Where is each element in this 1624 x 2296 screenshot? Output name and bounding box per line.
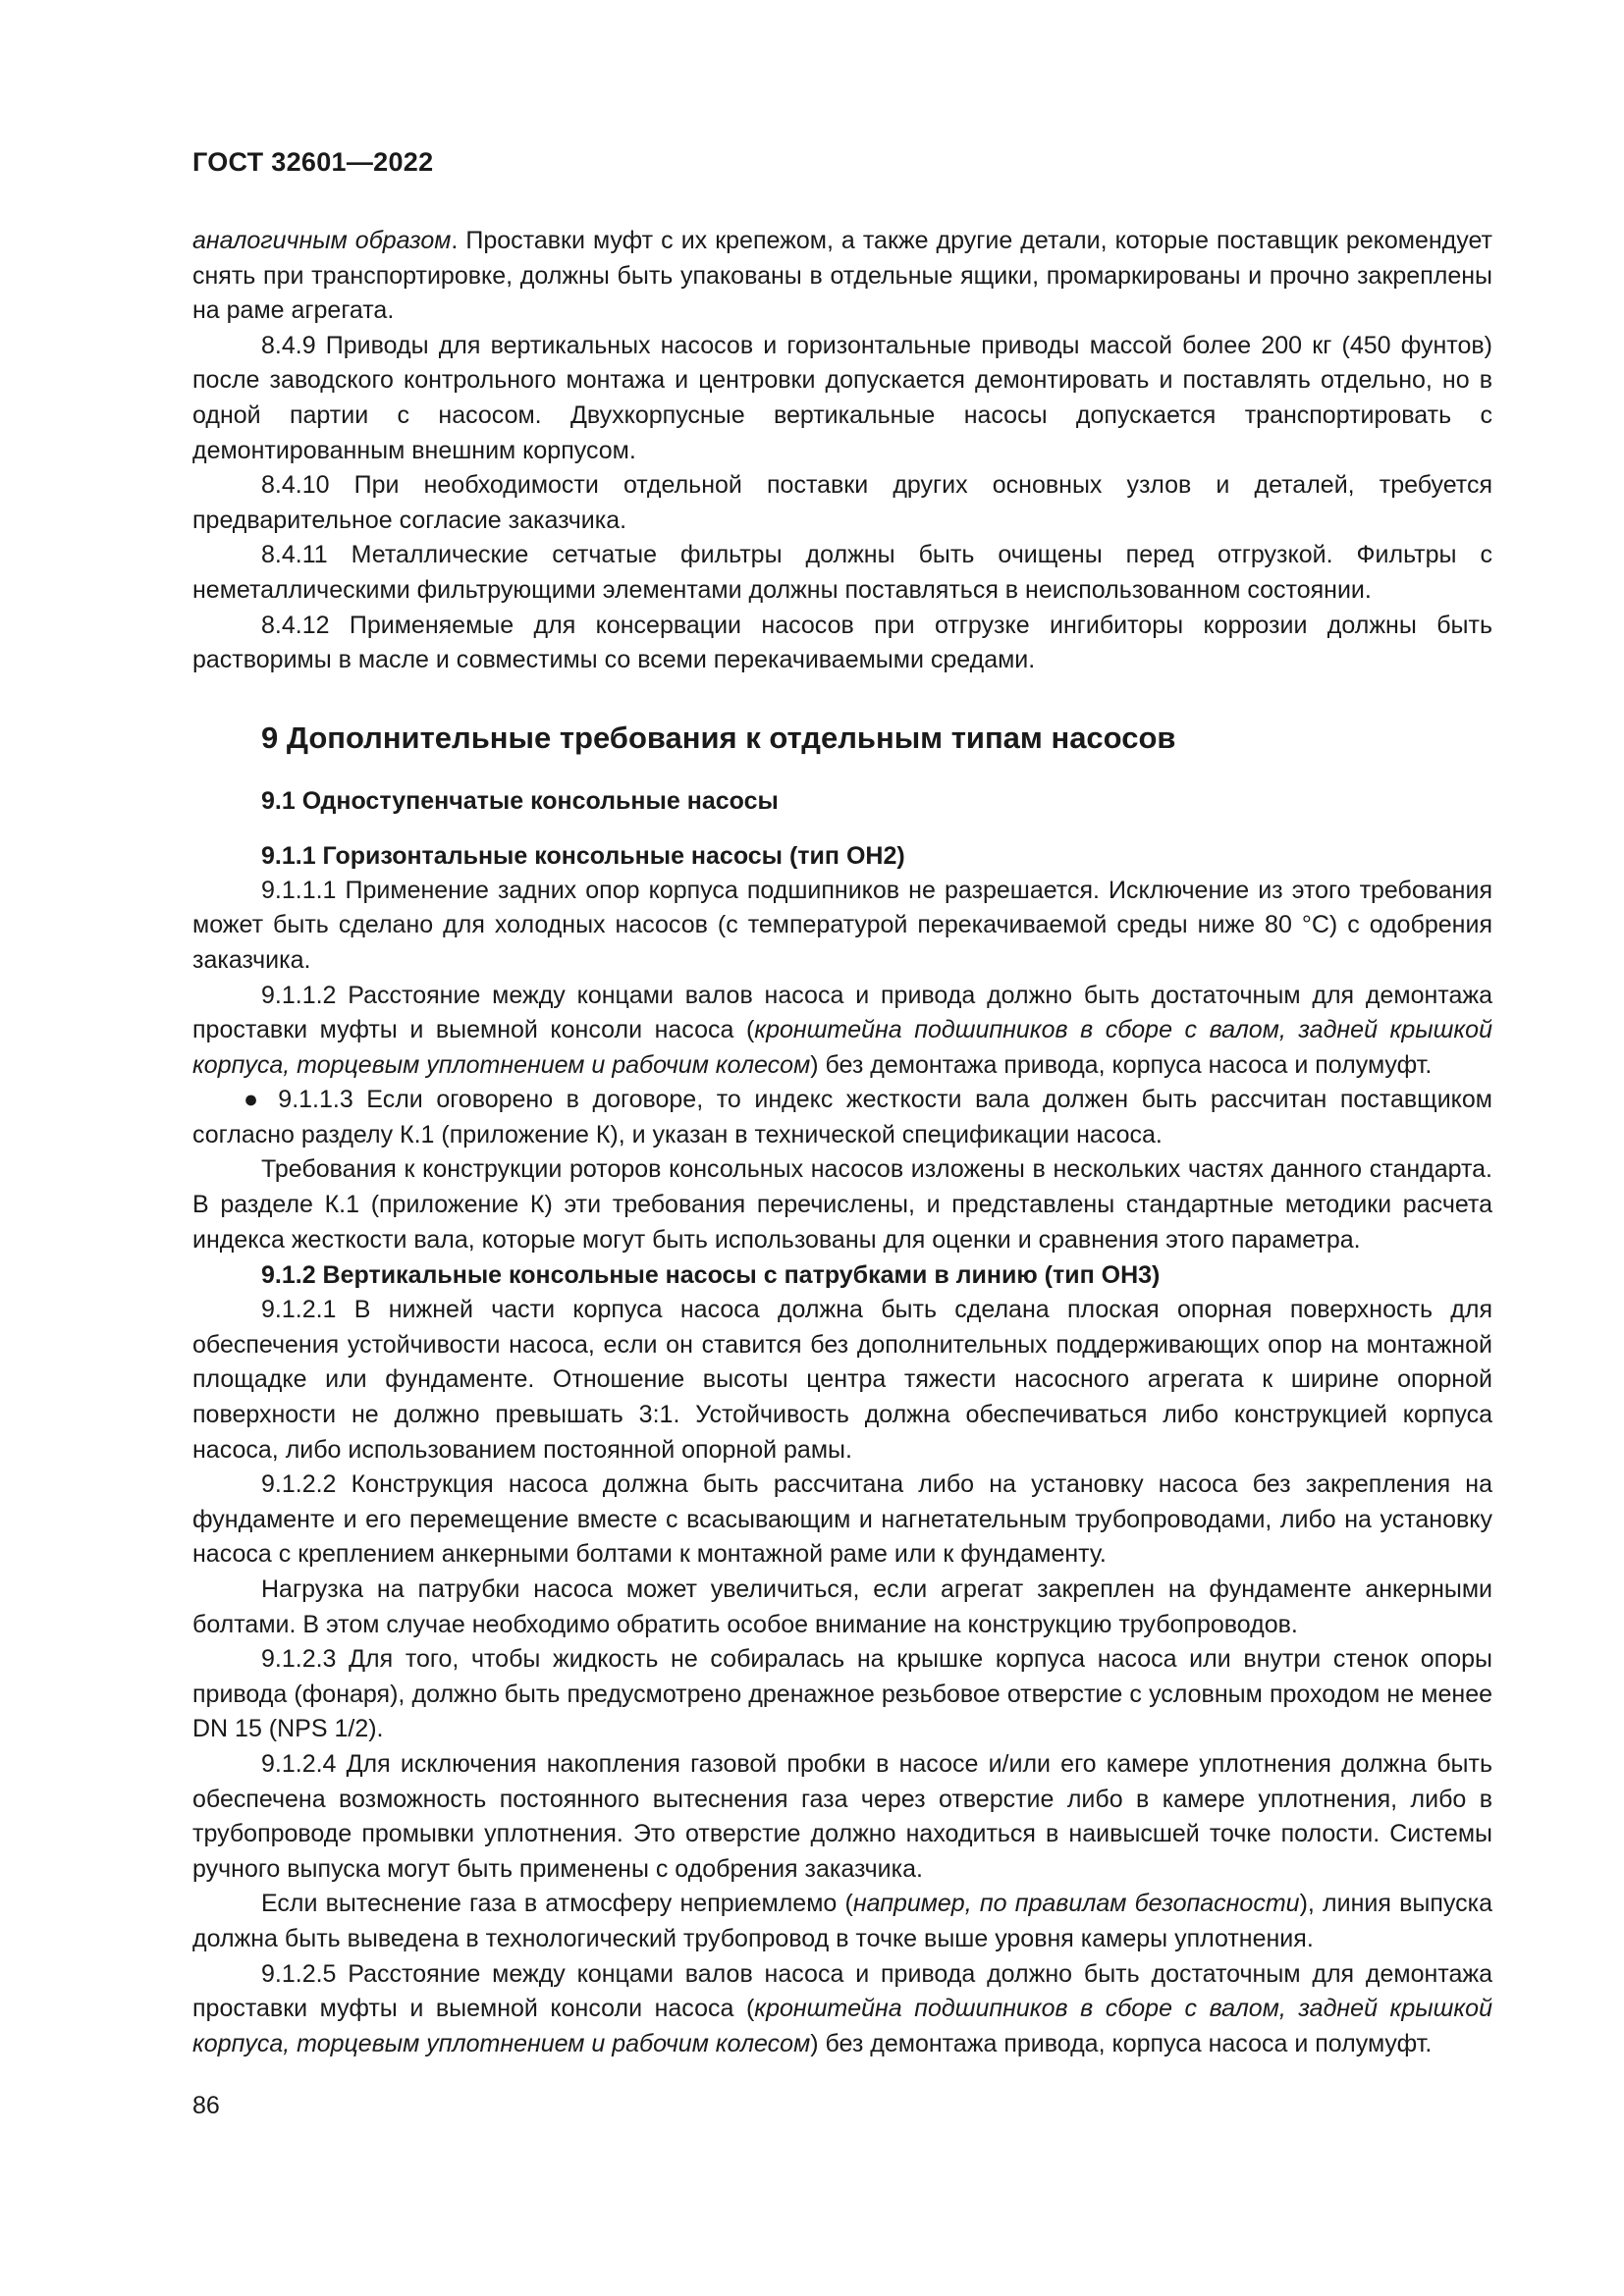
italic-text: кронштейна подшипников в сборе с валом, задней крышкой корпуса, торцевым уплотнением и рабочим колесом [192, 1995, 1492, 2057]
paragraph-8-4-10: 8.4.10 При необходимости отдельной поставки других основных узлов и деталей, требуется предварительное согласие заказчика. [192, 471, 1492, 534]
paragraph-9-1-2-1: 9.1.2.1 В нижней части корпуса насоса должна быть сделана плоская опорная поверхность для обеспечения устойчивости насоса, если он ставится без дополнительных поддерживающих опор на монтажной площадке или фундаменте. Отношение высоты центра тяжести насосного агрегата к ширине опорной поверхности не должно превышать 3:1. Устойчивость должна обеспечиваться либо конструкцией корпуса насоса, либо использованием постоянной опорной рамы. [192, 1296, 1492, 1464]
document-header: ГОСТ 32601—2022 [192, 147, 434, 177]
paragraph-text: ) без демонтажа привода, корпуса насоса и полумуфт. [810, 1050, 1433, 1079]
paragraph-8-4-12: 8.4.12 Применяемые для консервации насосов при отгрузке ингибиторы коррозии должны быть растворимы в масле и совместимы со всеми перекачиваемыми средами. [192, 611, 1492, 674]
paragraph-9-1-1-3: ● 9.1.1.3 Если оговорено в договоре, то индекс жесткости вала должен быть рассчитан поставщиком согласно разделу К.1 (приложение К), и указан в технической спецификации насоса. [192, 1086, 1492, 1148]
paragraph-text: 9.1.2.5 Расстояние между концами валов насоса и привода должно быть достаточным для демонтажа проставки муфты и выемной консоли насоса ( [192, 1959, 1492, 2023]
paragraph-9-1-2-2: 9.1.2.2 Конструкция насоса должна быть рассчитана либо на установку насоса без закрепления на фундаменте и его перемещение вместе с всасывающим и нагнетательным трубопроводами, либо на установку насоса с креплением анкерными болтами к монтажной раме или к фундаменту. [192, 1470, 1492, 1569]
paragraph-continuation [192, 224, 1492, 329]
italic-text: аналогичным образом [192, 227, 452, 254]
document-body [192, 224, 1492, 2061]
paragraph-8-4-11: 8.4.11 Металлические сетчатые фильтры должны быть очищены перед отгрузкой. Фильтры с неметаллическими фильтрующими элементами должны поставляться в неиспользованном состоянии. [192, 541, 1492, 604]
paragraph-9-1-2-3: 9.1.2.3 Для того, чтобы жидкость не собиралась на крышке корпуса насоса или внутри стенок опоры привода (фонаря), должно быть предусмотрено дренажное резьбовое отверстие с условным проходом не менее DN 15 (NPS 1/2). [192, 1645, 1492, 1743]
paragraph-9-1-2-4: 9.1.2.4 Для исключения накопления газовой пробки в насосе и/или его камере уплотнения должна быть обеспечена возможность постоянного вытеснения газа через отверстие либо в камере уплотнения, либо в трубопроводе промывки уплотнения. Это отверстие должно находиться в наивысшей точке полости. Системы ручного выпуска могут быть применены с одобрения заказчика. [192, 1749, 1492, 1883]
paragraph-nozzle-load: Нагрузка на патрубки насоса может увеличиться, если агрегат закреплен на фундаменте анкерными болтами. В этом случае необходимо обратить особое внимание на конструкцию трубопроводов. [192, 1575, 1492, 1638]
paragraph-text: ), линия выпуска должна быть выведена в технологический трубопровод в точке выше уровня камеры уплотнения. [192, 1890, 1492, 1952]
italic-text: кронштейна подшипников в сборе с валом, задней крышкой корпуса, торцевым уплотнением и рабочим колесом [192, 1016, 1492, 1079]
subsection-heading-9-1-1: 9.1.1 Горизонтальные консольные насосы (тип ОН2) [261, 841, 905, 870]
subsection-heading-9-1-2: 9.1.2 Вертикальные консольные насосы с патрубками в линию (тип ОН3) [261, 1261, 1161, 1290]
paragraph-9-1-1-1: 9.1.1.1 Применение задних опор корпуса подшипников не разрешается. Исключение из этого требования может быть сделано для холодных насосов (с температурой перекачиваемой среды ниже 80 °С) с одобрения заказчика. [192, 876, 1492, 974]
paragraph-rotor-requirements: Требования к конструкции роторов консольных насосов изложены в нескольких частях данного стандарта. В разделе К.1 (приложение К) эти требования перечислены, и представлены стандартные методики расчета индекса жесткости вала, которые могут быть использованы для оценки и сравнения этого параметра. [192, 1155, 1492, 1254]
page-number: 86 [192, 2092, 220, 2119]
paragraph-text: . Проставки муфт с их крепежом, а также другие детали, которые поставщик рекомендует снять при транспортировке, должны быть упакованы в отдельные ящики, промаркированы и прочно закреплены на раме агрегата. [192, 227, 1492, 325]
paragraph-text: Если вытеснение газа в атмосферу неприемлемо ( [261, 1890, 853, 1918]
paragraph-9-1-1-2 [192, 979, 1492, 1084]
subsection-heading-9-1: 9.1 Одноступенчатые консольные насосы [261, 786, 779, 815]
italic-text: например, по правилам безопасности [852, 1890, 1300, 1918]
paragraph-gas-venting [192, 1887, 1492, 1956]
section-heading-9: 9 Дополнительные требования к отдельным типам насосов [261, 720, 1176, 755]
paragraph-text: 9.1.1.2 Расстояние между концами валов насоса и привода должно быть достаточным для демонтажа проставки муфты и выемной консоли насоса ( [192, 981, 1492, 1044]
paragraph-8-4-9: 8.4.9 Приводы для вертикальных насосов и горизонтальные приводы массой более 200 кг (450 фунтов) после заводского контрольного монтажа и центровки допускается демонтировать и поставлять отдельно, но в одной партии с насосом. Двухкорпусные вертикальные насосы допускается транспортировать с демонтированным внешним корпусом. [192, 331, 1492, 464]
paragraph-9-1-2-5 [192, 1957, 1492, 2062]
paragraph-text: ) без демонтажа привода, корпуса насоса и полумуфт. [810, 2029, 1433, 2057]
